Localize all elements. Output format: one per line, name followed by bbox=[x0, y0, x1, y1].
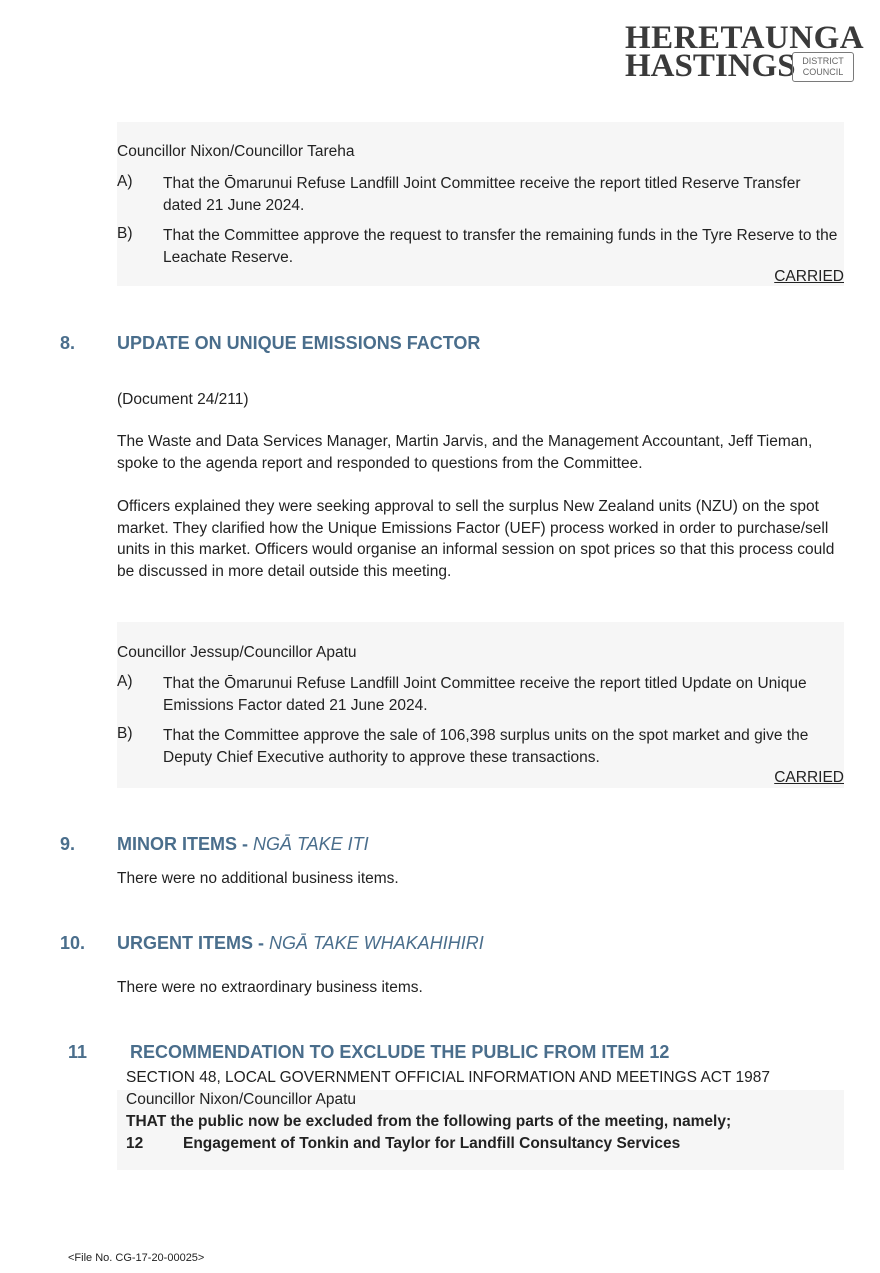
section-9-text: There were no additional business items. bbox=[117, 870, 399, 887]
section-11-item-text: Engagement of Tonkin and Taylor for Landfill Consultancy Services bbox=[183, 1135, 681, 1152]
section-11-number: 11 bbox=[68, 1042, 88, 1062]
section-8-paragraph-1: The Waste and Data Services Manager, Martin Jarvis, and the Management Accountant, Jeff Tieman, spoke to the agenda report and responded to questions from the Committee. bbox=[117, 433, 813, 472]
motion-2-item-b-label: B) bbox=[117, 725, 133, 742]
section-10-title-maori: NGĀ TAKE WHAKAHIHIRI bbox=[269, 933, 484, 953]
section-11-movers: Councillor Nixon/Councillor Apatu bbox=[126, 1091, 357, 1108]
motion-2-item-b-text: That the Committee approve the sale of 106,398 surplus units on the spot market and give the Deputy Chief Executive authority to approve these transactions. bbox=[163, 727, 809, 766]
section-9-title: MINOR ITEMS - bbox=[117, 834, 253, 854]
section-11-subtitle: SECTION 48, LOCAL GOVERNMENT OFFICIAL INFORMATION AND MEETINGS ACT 1987 bbox=[126, 1069, 770, 1086]
section-11-title: RECOMMENDATION TO EXCLUDE THE PUBLIC FROM ITEM 12 bbox=[130, 1042, 670, 1062]
logo-hastings: HASTINGS bbox=[625, 48, 796, 84]
section-10-title: URGENT ITEMS - bbox=[117, 933, 269, 953]
motion-1-result: CARRIED bbox=[774, 268, 844, 285]
footer-file-number: <File No. CG-17-20-00025> bbox=[68, 1252, 205, 1264]
motion-1-item-b-text: That the Committee approve the request to transfer the remaining funds in the Tyre Reserve to the Leachate Reserve. bbox=[163, 227, 838, 266]
motion-1-item-b-label: B) bbox=[117, 225, 133, 242]
section-10-text: There were no extraordinary business items. bbox=[117, 979, 423, 996]
section-10-number: 10. bbox=[60, 933, 86, 953]
logo-district-council-badge: DISTRICT COUNCIL bbox=[792, 52, 854, 82]
section-8-paragraph-2: Officers explained they were seeking approval to sell the surplus New Zealand units (NZU) on the spot market. They clarified how the Unique Emissions Factor (UEF) process worked in order to purchase/sell units in this market. Officers would organise an informal session on spot prices so that this process could be discussed in more detail outside this meeting. bbox=[117, 498, 835, 580]
council-logo bbox=[620, 20, 865, 84]
logo-heretaunga: HERETAUNGA bbox=[625, 20, 865, 56]
section-11-resolution: THAT the public now be excluded from the following parts of the meeting, namely; bbox=[126, 1113, 732, 1130]
section-9-title-maori: NGĀ TAKE ITI bbox=[253, 834, 369, 854]
motion-2-result: CARRIED bbox=[774, 769, 844, 786]
motion-1-movers: Councillor Nixon/Councillor Tareha bbox=[117, 143, 355, 160]
section-9-number: 9. bbox=[60, 834, 76, 854]
section-8-title: UPDATE ON UNIQUE EMISSIONS FACTOR bbox=[117, 333, 481, 353]
motion-2-item-a-text: That the Ōmarunui Refuse Landfill Joint Committee receive the report titled Update on Unique Emissions Factor dated 21 June 2024. bbox=[163, 675, 807, 714]
motion-2-item-a-label: A) bbox=[117, 673, 133, 690]
section-11-item-number: 12 bbox=[126, 1135, 144, 1152]
motion-1-item-a-label: A) bbox=[117, 173, 133, 190]
motion-1-item-a-text: That the Ōmarunui Refuse Landfill Joint Committee receive the report titled Reserve Transfer dated 21 June 2024. bbox=[163, 175, 801, 214]
section-8-document-ref: (Document 24/211) bbox=[117, 391, 249, 408]
section-8-number: 8. bbox=[60, 333, 76, 353]
motion-2-movers: Councillor Jessup/Councillor Apatu bbox=[117, 644, 357, 661]
